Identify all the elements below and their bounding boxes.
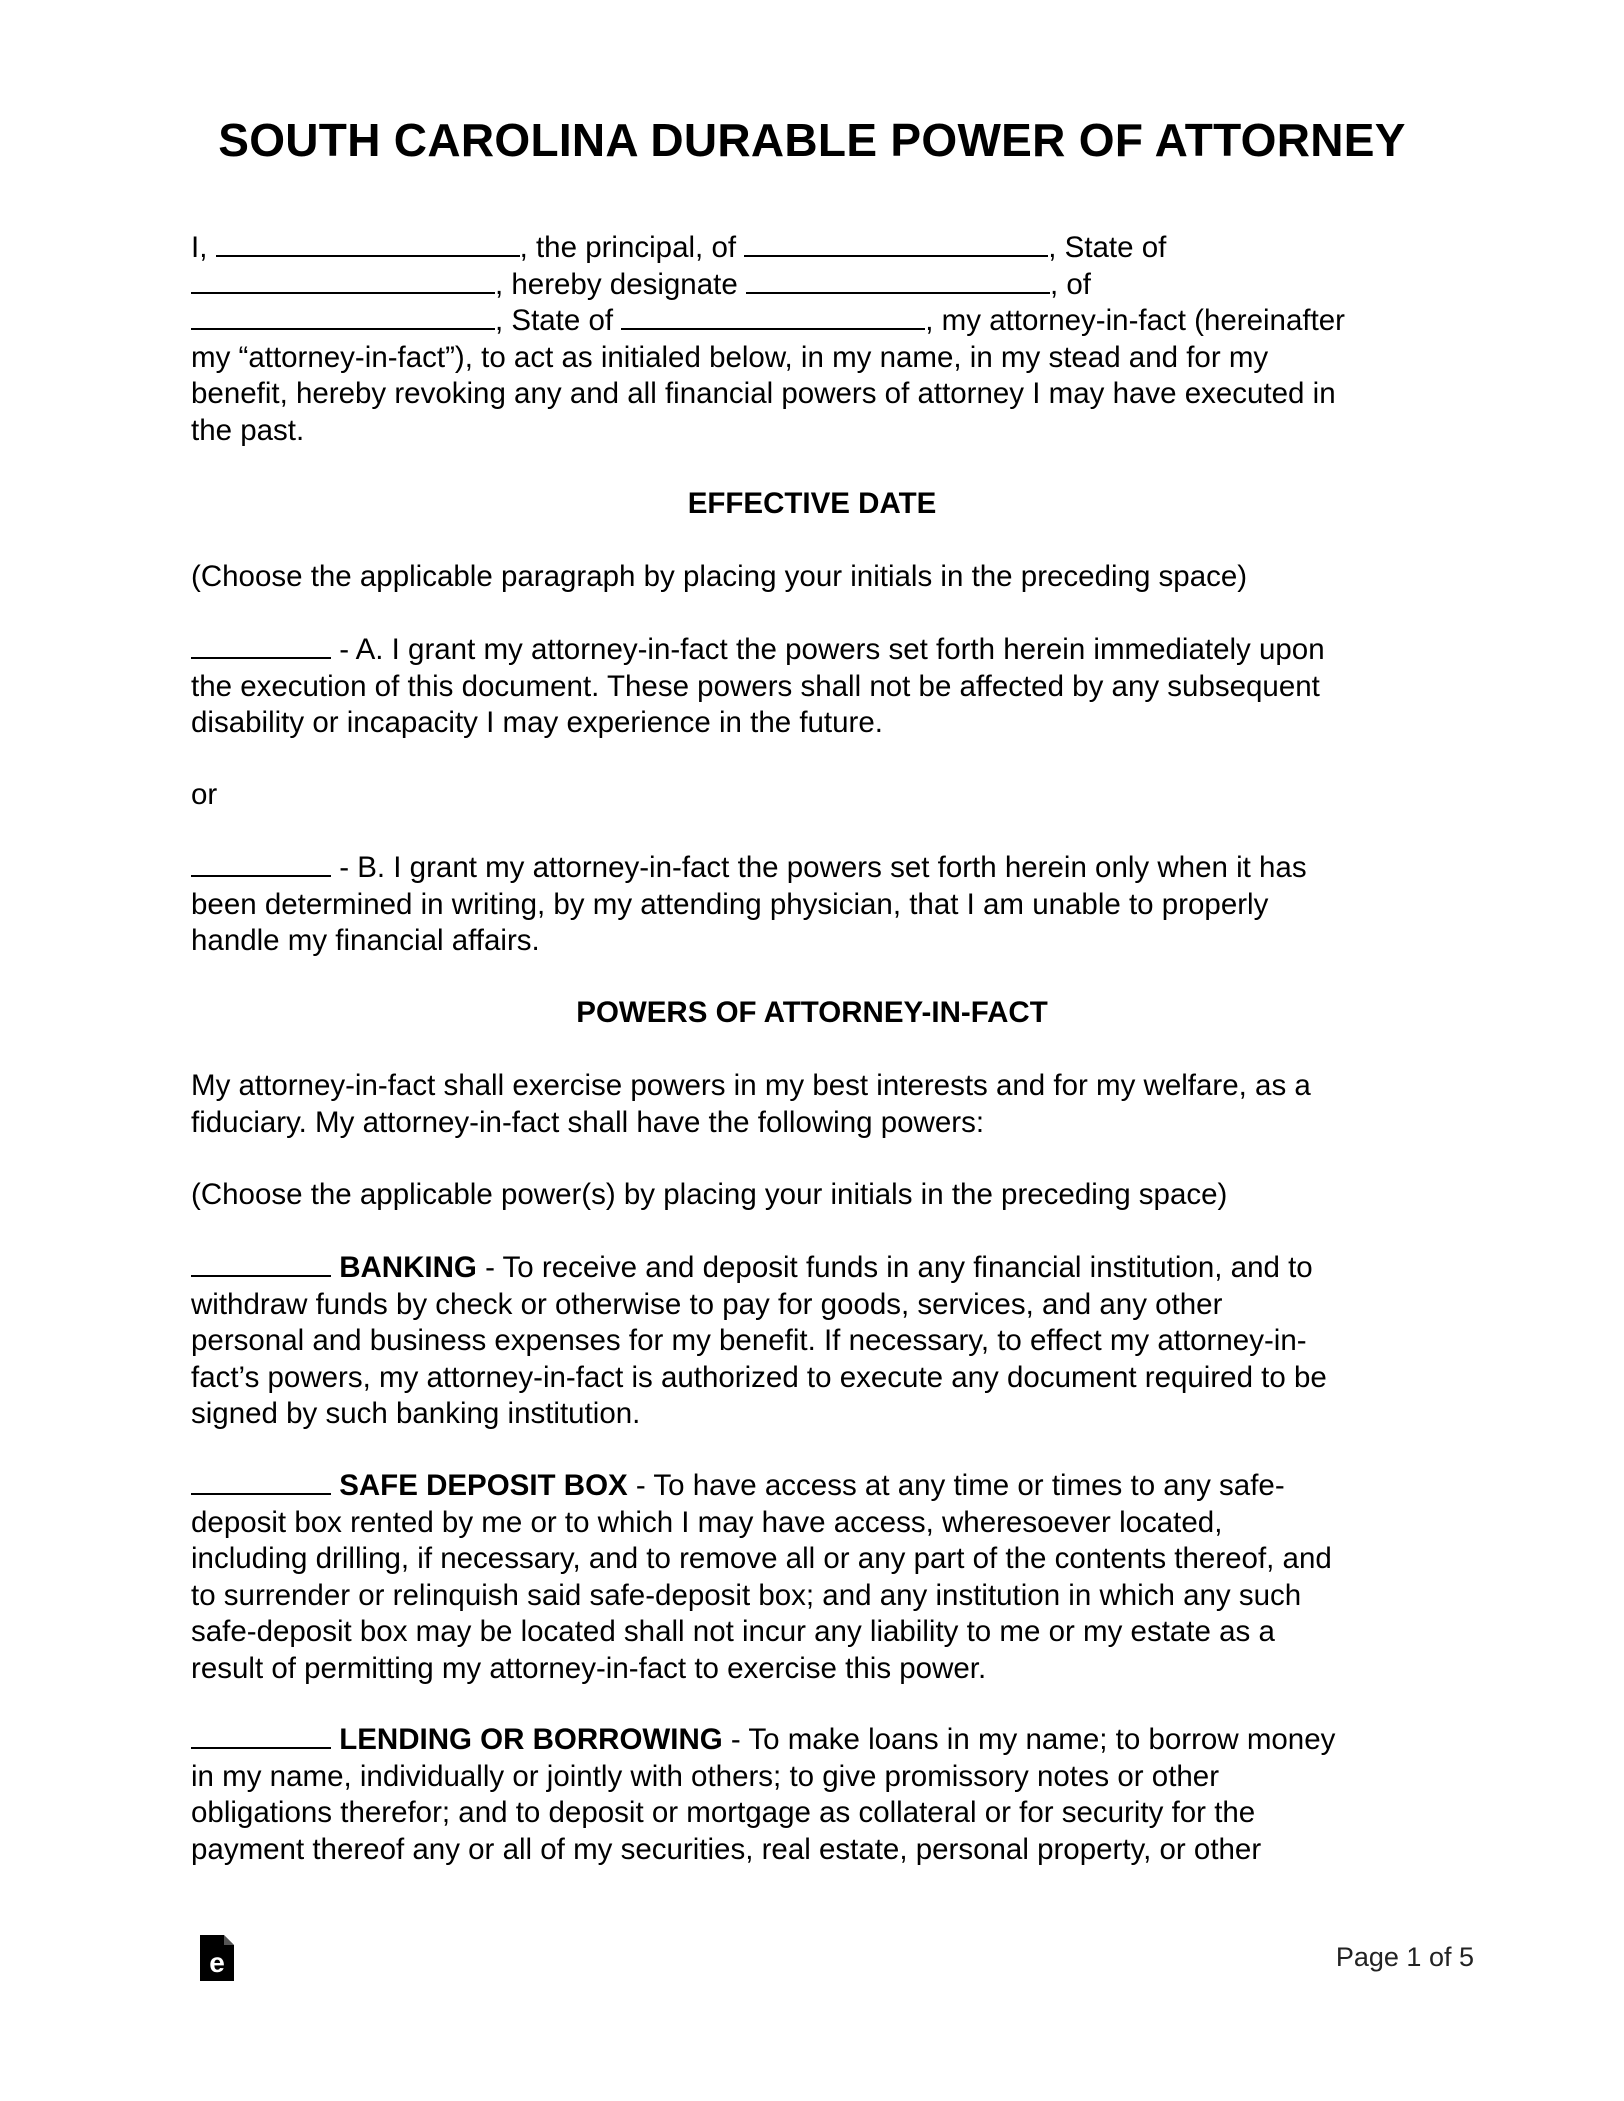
power-text: - To make loans in my name; to borrow money — [722, 1723, 1336, 1756]
option-b-line-3: handle my financial affairs. — [191, 924, 540, 957]
powers-intro-line-2: fiduciary. My attorney-in-fact shall have the following powers: — [191, 1105, 985, 1139]
agent-name-blank[interactable] — [746, 268, 1050, 294]
safe-deposit-line-4: to surrender or relinquish said safe-deposit box; and any institution in which any such — [191, 1578, 1302, 1612]
or-text — [191, 777, 1421, 814]
intro-text: , State of — [1048, 231, 1167, 264]
banking-label: BANKING — [339, 1251, 477, 1284]
option-b-line-2: been determined in writing, by my attending physician, that I am unable to properly — [191, 887, 1269, 921]
intro-line-1 — [191, 230, 1421, 267]
powers-instruction — [191, 1177, 1421, 1214]
intro-text: , the principal, of — [519, 231, 745, 264]
powers-intro — [191, 1068, 1421, 1141]
banking-line-3: personal and business expenses for my benefit. If necessary, to effect my attorney-in- — [191, 1324, 1307, 1357]
safe-deposit-initials-blank[interactable] — [191, 1469, 331, 1495]
safe-deposit-paragraph — [191, 1468, 1421, 1687]
lending-line-2: in my name, individually or jointly with others; to give promissory notes or other — [191, 1759, 1220, 1793]
instruction-text: (Choose the applicable power(s) by placing your initials in the preceding space) — [191, 1178, 1228, 1211]
intro-line-2 — [191, 267, 1421, 304]
intro-line-5: benefit, hereby revoking any and all financial powers of attorney I may have executed in — [191, 377, 1336, 410]
principal-city-blank[interactable] — [744, 231, 1048, 257]
lending-paragraph — [191, 1722, 1421, 1868]
effective-date-heading: EFFECTIVE DATE — [687, 487, 937, 520]
or-label: or — [191, 778, 218, 811]
agent-city-blank[interactable] — [191, 304, 495, 330]
safe-deposit-line-2: deposit box rented by me or to which I may have access, wheresoever located, — [191, 1505, 1223, 1539]
lending-label: LENDING OR BORROWING — [339, 1723, 723, 1756]
intro-text: , my attorney-in-fact (hereinafter — [925, 304, 1345, 337]
intro-line-4: my “attorney-in-fact”), to act as initialed below, in my name, in my stead and for my — [191, 340, 1269, 374]
intro-line-6: the past. — [191, 413, 305, 447]
safe-deposit-line-3: including drilling, if necessary, and to remove all or any part of the contents thereof, and — [191, 1542, 1332, 1575]
effective-date-instruction — [191, 559, 1421, 596]
eforms-logo-icon — [200, 1935, 234, 1981]
option-text: - A. I grant my attorney-in-fact the powers set forth herein immediately upon — [331, 633, 1325, 666]
logo-letter: e — [209, 1947, 225, 1978]
banking-line-2: withdraw funds by check or otherwise to pay for goods, services, and any other — [191, 1287, 1223, 1321]
agent-state-blank[interactable] — [621, 304, 925, 330]
lending-line-3: obligations therefor; and to deposit or mortgage as collateral or for security for the — [191, 1796, 1256, 1829]
option-a-line-3: disability or incapacity I may experience in the future. — [191, 706, 883, 739]
safe-deposit-line-5: safe-deposit box may be located shall not incur any liability to me or my estate as a — [191, 1615, 1275, 1648]
option-b-initials-blank[interactable] — [191, 851, 331, 877]
option-b-paragraph — [191, 850, 1421, 960]
intro-text: , hereby designate — [495, 267, 746, 301]
banking-line-4: fact’s powers, my attorney-in-fact is authorized to execute any document required to be — [191, 1360, 1327, 1394]
intro-text: , of — [1049, 267, 1091, 301]
document-title: SOUTH CAROLINA DURABLE POWER OF ATTORNEY — [218, 114, 1406, 166]
intro-line-3 — [191, 303, 1421, 340]
power-text: - To receive and deposit funds in any financial institution, and to — [476, 1251, 1313, 1284]
option-b-line-1 — [191, 850, 1421, 887]
option-a-line-1 — [191, 632, 1421, 669]
banking-paragraph — [191, 1250, 1421, 1433]
power-text: - To have access at any time or times to any safe- — [627, 1469, 1285, 1502]
powers-intro-line-1: My attorney-in-fact shall exercise powers in my best interests and for my welfare, as a — [191, 1069, 1311, 1102]
principal-state-blank[interactable] — [191, 268, 495, 294]
option-a-initials-blank[interactable] — [191, 633, 331, 659]
safe-deposit-line-1 — [191, 1468, 1421, 1505]
intro-text: , State of — [495, 304, 622, 337]
principal-name-blank[interactable] — [216, 231, 520, 257]
banking-line-1 — [191, 1250, 1421, 1287]
lending-line-4: payment thereof any or all of my securities, real estate, personal property, or other — [191, 1832, 1262, 1866]
option-a-line-2: the execution of this document. These powers shall not be affected by any subsequent — [191, 669, 1320, 703]
safe-deposit-line-6: result of permitting my attorney-in-fact to exercise this power. — [191, 1651, 987, 1685]
safe-deposit-label: SAFE DEPOSIT BOX — [339, 1469, 628, 1502]
option-a-paragraph — [191, 632, 1421, 742]
instruction-text: (Choose the applicable paragraph by placing your initials in the preceding space) — [191, 560, 1248, 593]
banking-line-5: signed by such banking institution. — [191, 1397, 641, 1430]
option-text: - B. I grant my attorney-in-fact the powers set forth herein only when it has — [331, 851, 1307, 884]
page-number: Page 1 of 5 — [1335, 1942, 1474, 1972]
intro-text: I, — [191, 231, 216, 264]
intro-paragraph — [191, 230, 1421, 449]
lending-initials-blank[interactable] — [191, 1723, 331, 1749]
powers-heading: POWERS OF ATTORNEY-IN-FACT — [576, 996, 1048, 1029]
lending-line-1 — [191, 1722, 1421, 1759]
banking-initials-blank[interactable] — [191, 1251, 331, 1277]
